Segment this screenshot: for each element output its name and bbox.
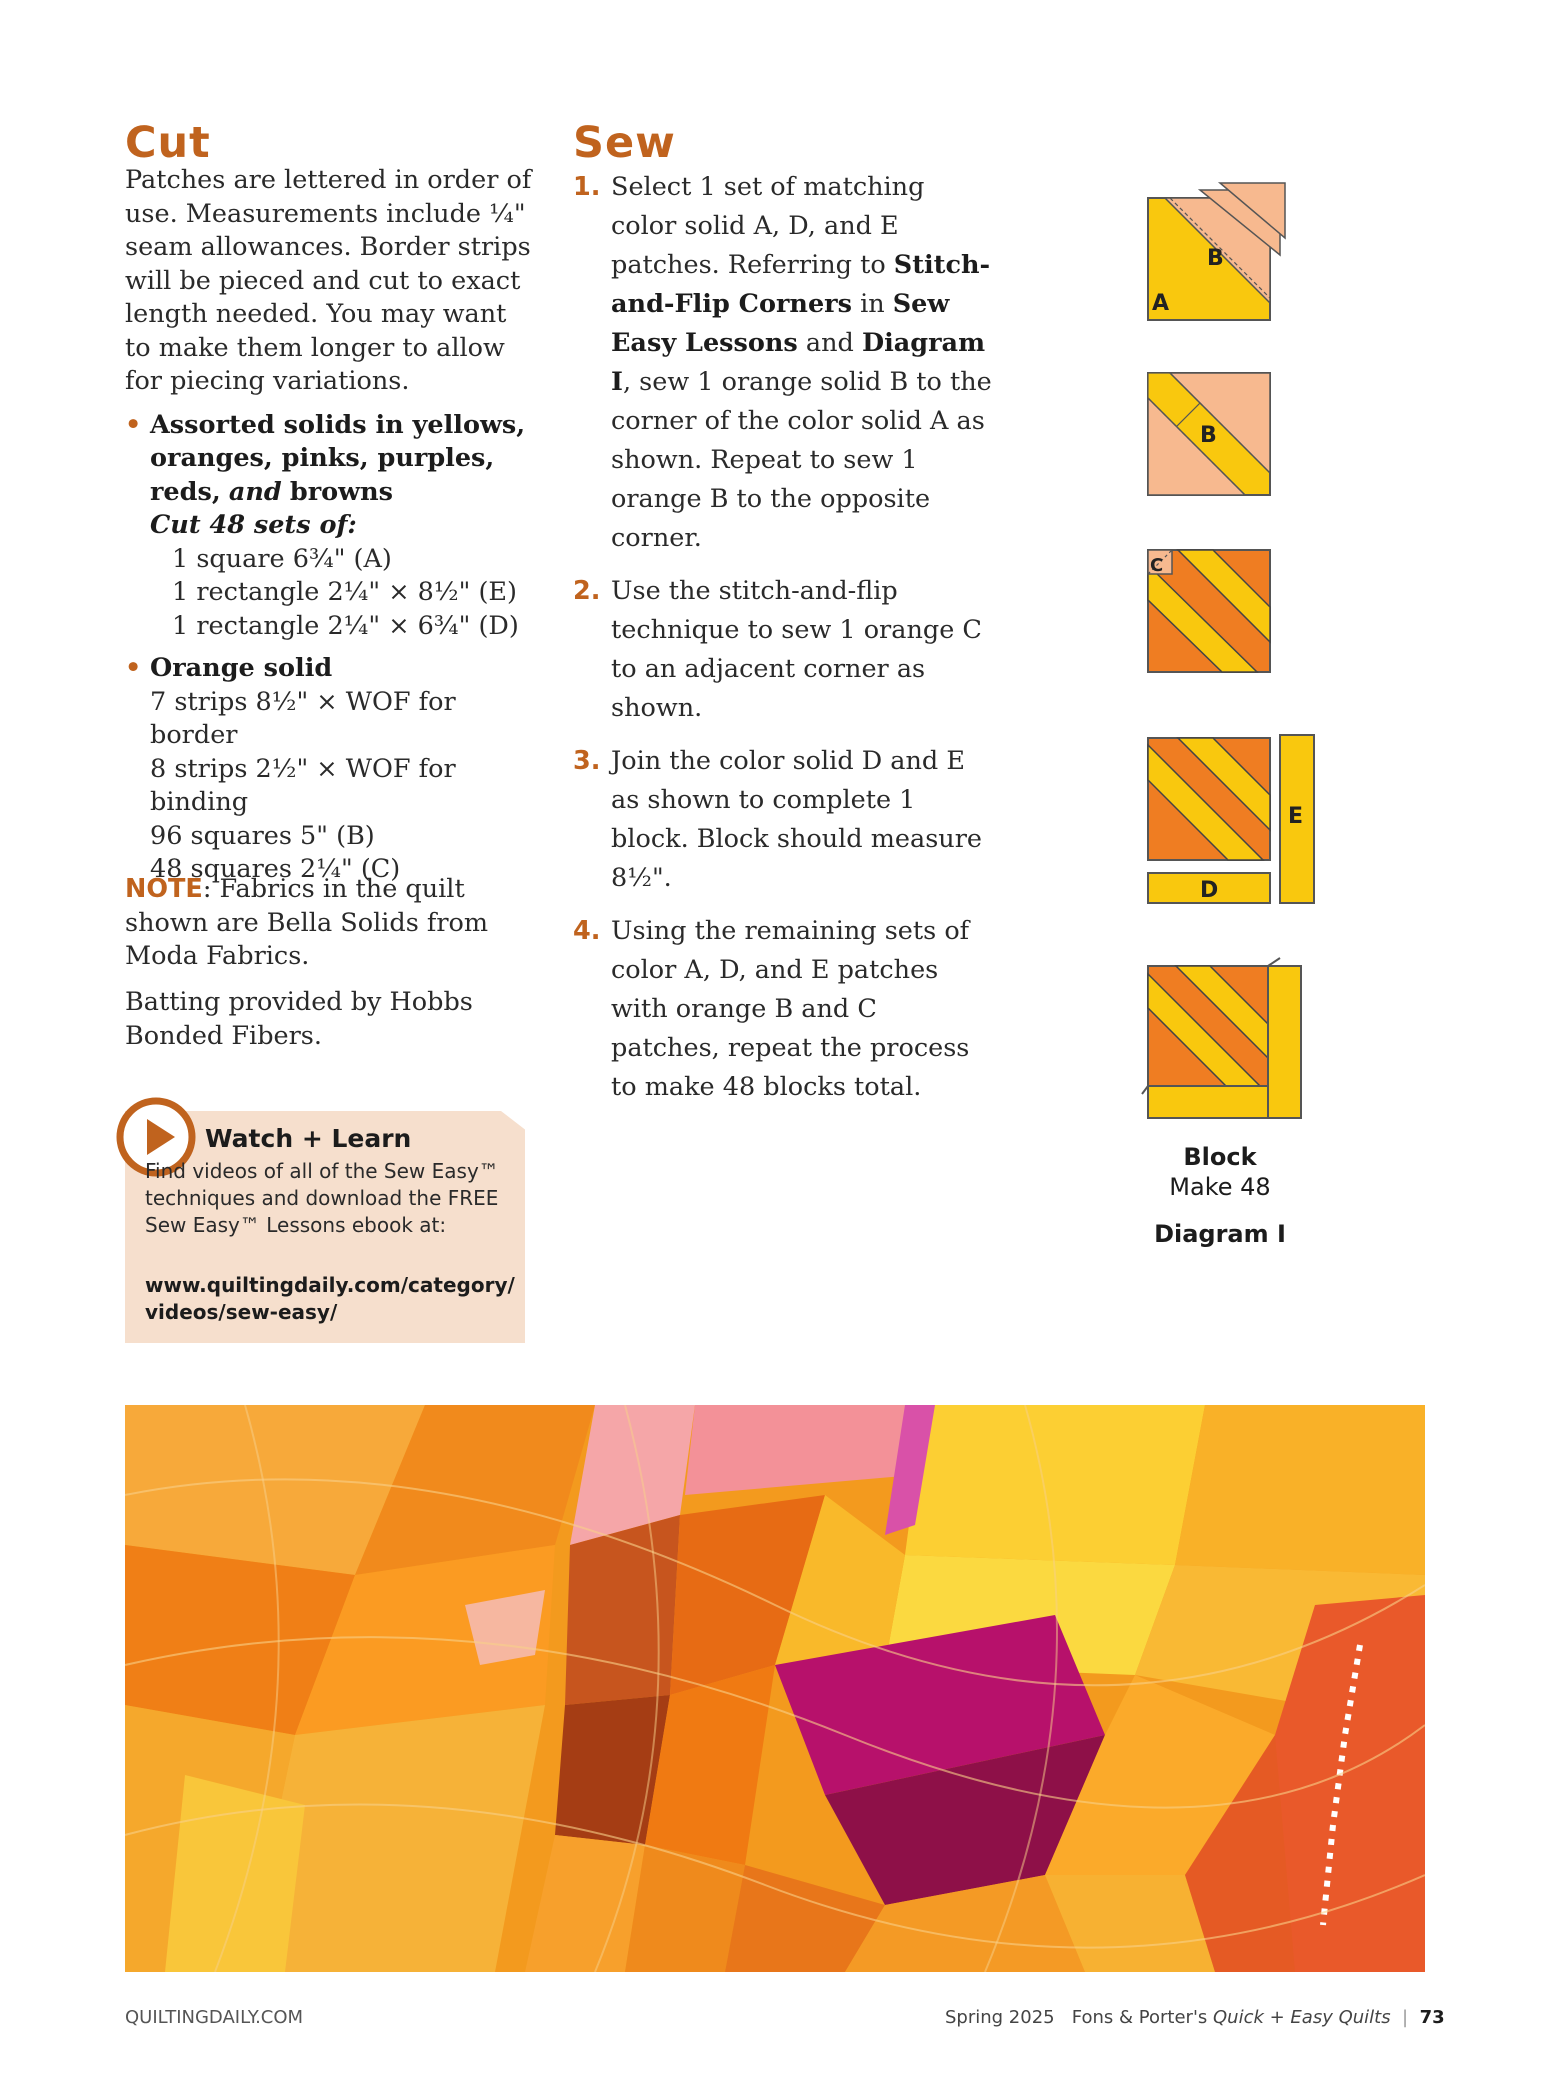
label-b: B (1200, 423, 1217, 448)
sew-heading: Sew (573, 118, 676, 168)
watch-body: Find videos of all of the Sew Easy™ techniques and download the FREE Sew Easy™ Lessons ebook at: (145, 1159, 499, 1237)
page-number: 73 (1419, 2007, 1445, 2028)
step-number: 4. (573, 916, 601, 946)
orange-item: 7 strips 8½" × WOF for border (150, 686, 456, 750)
cut-heading: Cut (125, 118, 211, 168)
diagram-i (1130, 180, 1345, 1145)
watch-link[interactable] (145, 1272, 525, 1326)
bullet-icon: • (125, 409, 142, 440)
sew-steps (573, 168, 993, 1107)
step-4 (573, 912, 993, 1107)
diagram-step-4 (1148, 735, 1314, 903)
watch-link-line[interactable]: videos/sew-easy/ (145, 1300, 338, 1324)
orange-item: 8 strips 2½" × WOF for binding (150, 753, 456, 817)
step-ref: Sew Easy Lessons (611, 289, 950, 358)
step-text: Using the remaining sets of color A, D, and E patches with orange B and C patches, repeat the process to make 48 blocks total. (611, 916, 970, 1102)
step-text: , sew 1 orange solid B to the corner of the color solid A as shown. Repeat to sew 1 orange B to the opposite corner. (611, 367, 992, 553)
assorted-title-and: and (228, 476, 282, 507)
step-ref: Diagram I (611, 328, 986, 397)
note-label: NOTE (125, 874, 203, 904)
note-text: : Fabrics in the quilt shown are Bella Solids from Moda Fabrics. (125, 874, 489, 971)
cut-sets-label: Cut 48 sets of: (150, 510, 357, 540)
block-sub: Make 48 (1169, 1173, 1271, 1201)
bullet-icon: • (125, 653, 142, 683)
quilt-photo (125, 1405, 1425, 1972)
assorted-item: 1 square 6¾" (A) (172, 543, 392, 574)
cut-intro: Patches are lettered in order of use. Measurements include ¼" seam allowances. Border strips will be pieced and cut to exact length needed. You may want to make them longer to allow for piecing variations. (125, 165, 532, 396)
cut-list (125, 409, 535, 887)
orange-item: 48 squares 2¼" (C) (150, 854, 401, 884)
batting-credit: Batting provided by Hobbs Bonded Fibers. (125, 987, 473, 1051)
step-1 (573, 168, 993, 558)
step-ref: Stitch-and-Flip Corners (611, 250, 991, 319)
step-text: Join the color solid D and E as shown to complete 1 block. Block should measure 8½". (611, 746, 982, 893)
label-d: D (1200, 878, 1219, 903)
step-2 (573, 572, 993, 728)
orange-item: 96 squares 5" (B) (150, 820, 375, 851)
diagram-step-2 (1148, 373, 1270, 495)
step-text: and (797, 328, 862, 358)
diagram-caption: Diagram I (1154, 1220, 1286, 1248)
cut-section (125, 118, 535, 896)
list-item (125, 652, 535, 887)
step-number: 3. (573, 746, 601, 776)
watch-link-line[interactable]: www.quiltingdaily.com/category/ (145, 1273, 515, 1297)
diagram-block (1142, 958, 1301, 1118)
step-text: Use the stitch-and-flip technique to sew 1 orange C to an adjacent corner as shown. (611, 576, 982, 723)
label-b: B (1207, 246, 1224, 271)
label-c: C (1150, 555, 1164, 576)
block-title: Block (1183, 1143, 1257, 1171)
label-a: A (1152, 291, 1170, 316)
assorted-title: Assorted solids in yellows, oranges, pinks, purples, reds, (150, 409, 526, 507)
note (125, 873, 525, 974)
assorted-item: 1 rectangle 2¼" × 6¾" (D) (172, 610, 519, 641)
step-text: in (851, 289, 893, 319)
footer-magazine-title: Quick + Easy Quilts (1213, 2007, 1391, 2028)
footer-issue: Spring 2025 Fons & Porter's Quick + Easy Quilts | 73 (945, 2007, 1445, 2028)
orange-title: Orange solid (150, 653, 333, 683)
step-text: Select 1 set of matching color solid A, D, and E patches. Referring to (611, 172, 925, 280)
step-3 (573, 742, 993, 898)
assorted-title-end: browns (289, 476, 393, 507)
footer-site: QUILTINGDAILY.COM (125, 2007, 304, 2028)
footer-magazine: Fons & Porter's (1071, 2007, 1213, 2028)
step-number: 2. (573, 576, 601, 606)
sew-section (573, 118, 993, 1121)
label-e: E (1288, 804, 1304, 829)
assorted-item: 1 rectangle 2¼" × 8½" (E) (172, 577, 517, 607)
watch-title: Watch + Learn (205, 1124, 412, 1153)
diagram-step-3 (1148, 550, 1270, 672)
footer-season: Spring 2025 (945, 2007, 1055, 2028)
list-item (125, 409, 535, 644)
step-number: 1. (573, 172, 601, 202)
diagram-step-1 (1148, 183, 1285, 320)
